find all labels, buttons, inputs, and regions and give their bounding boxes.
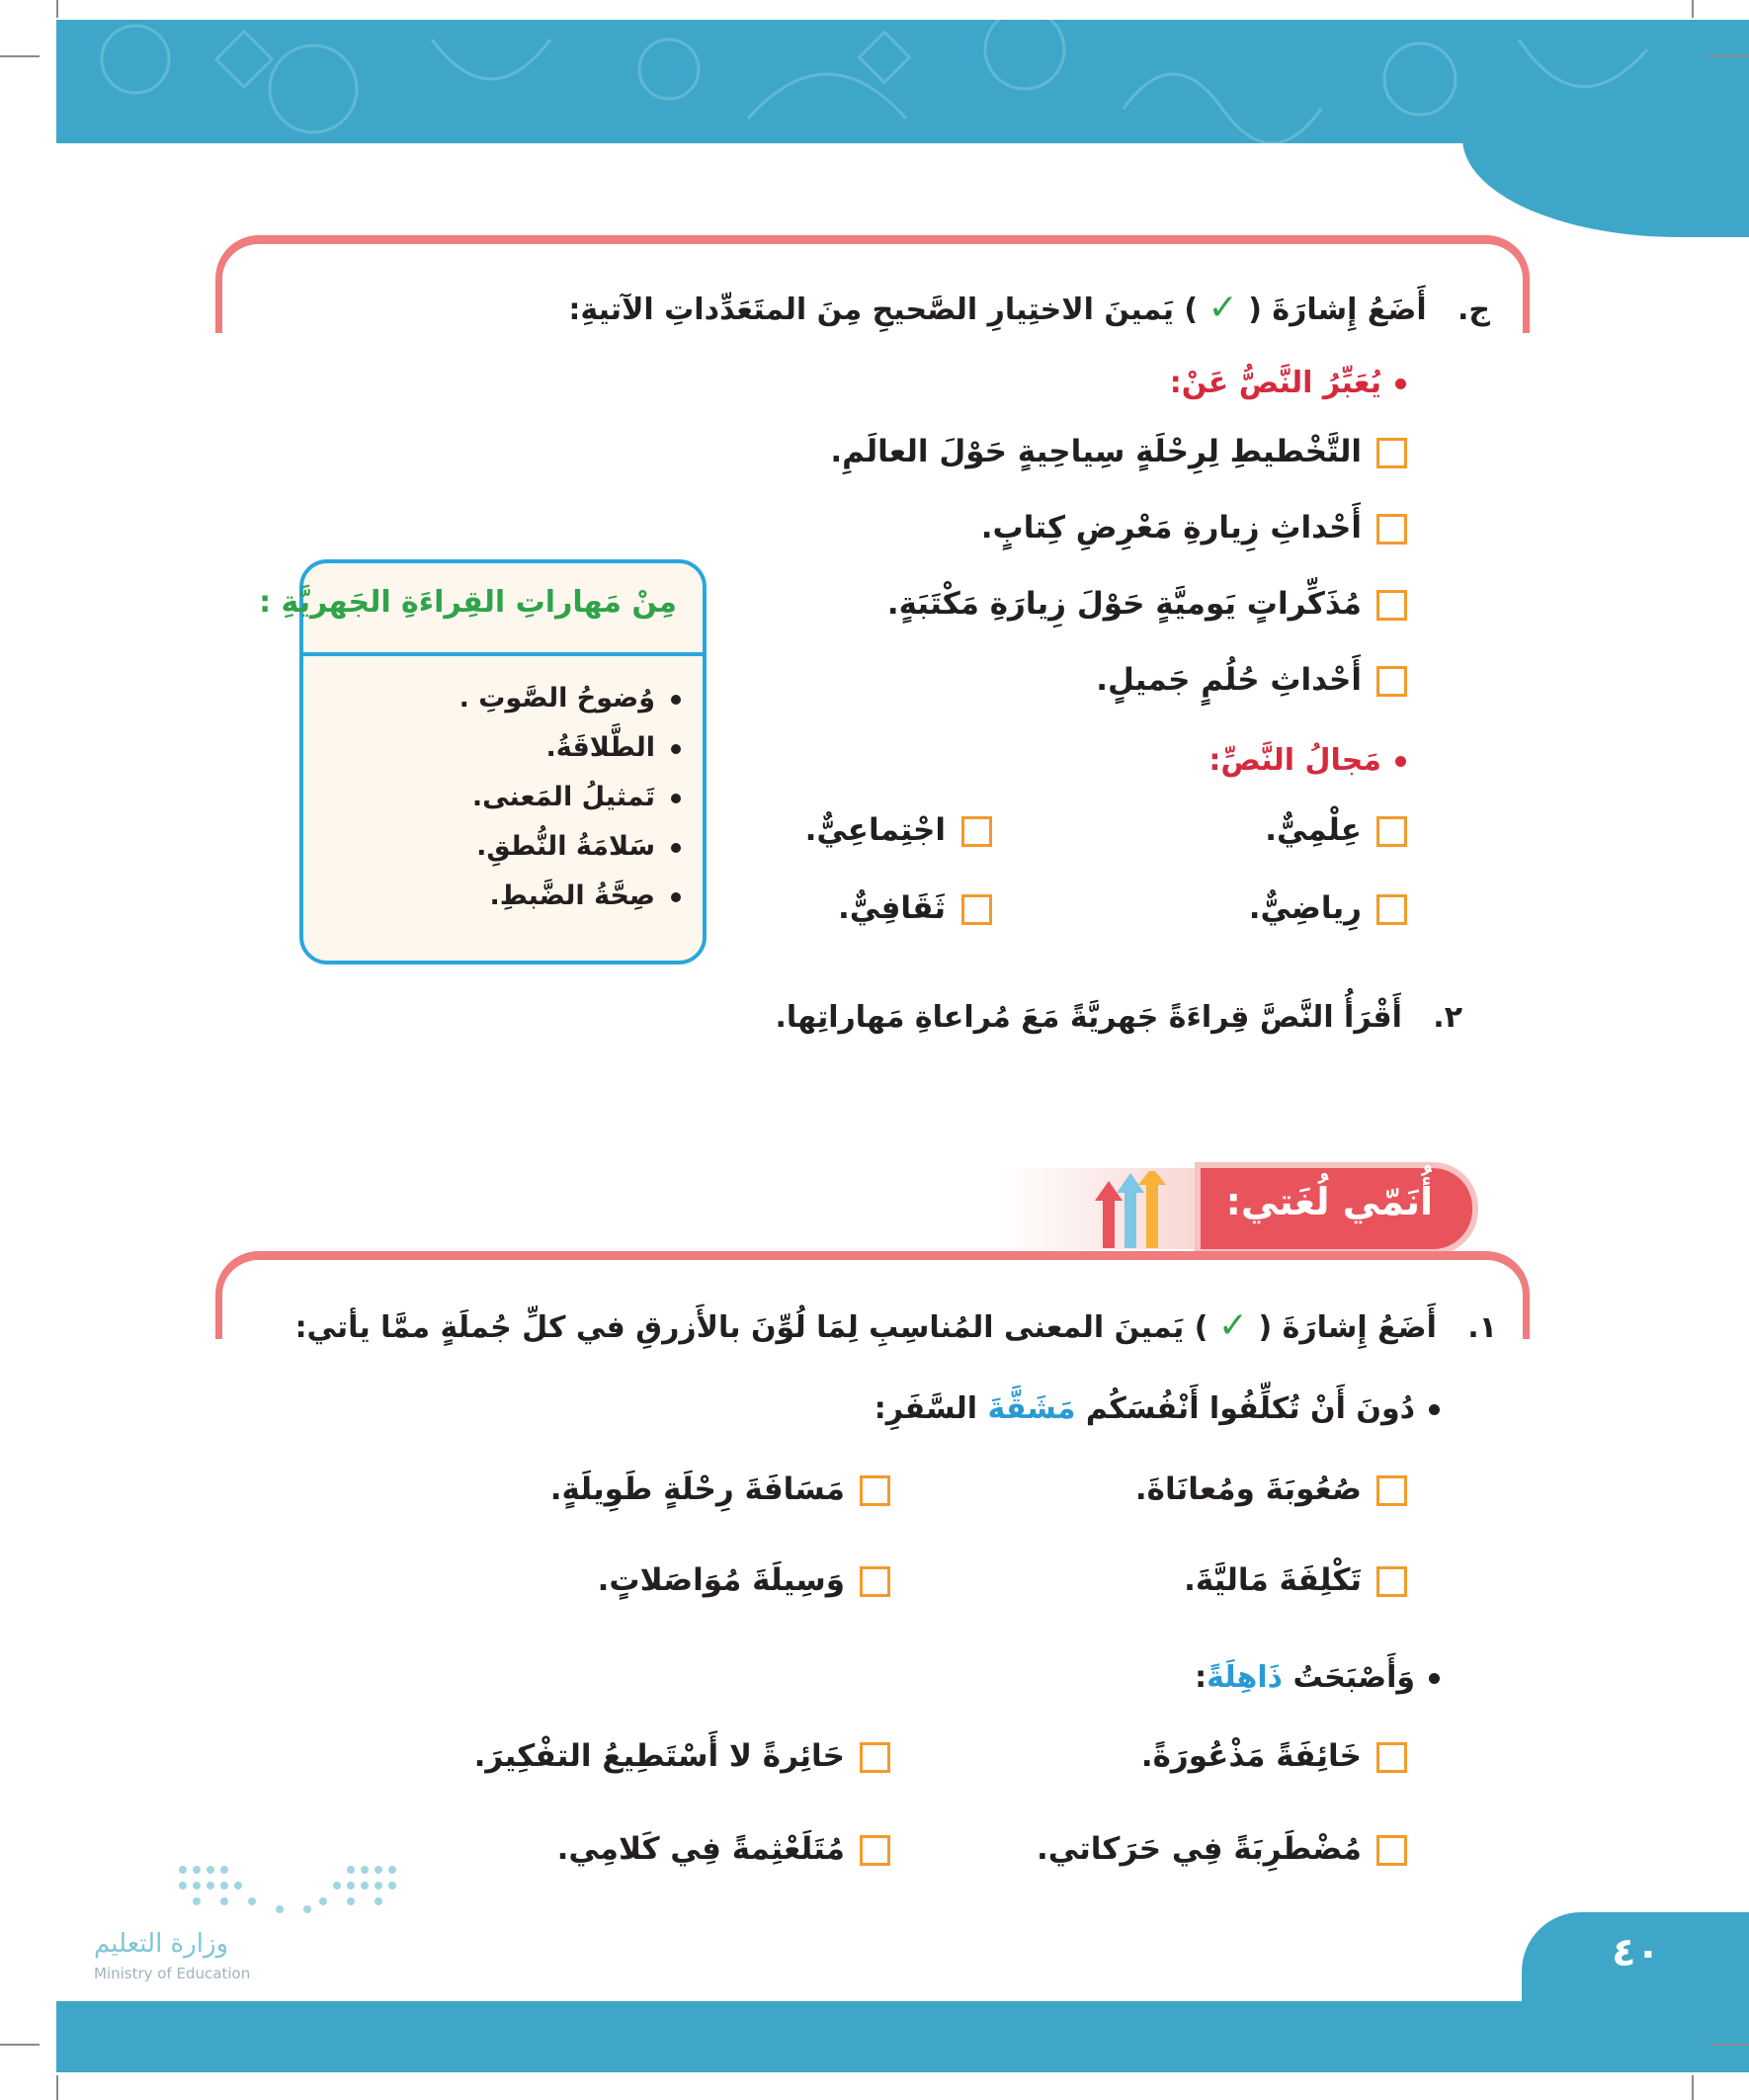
bullet-icon <box>671 892 681 902</box>
section-header-title: أُنَمّي لُغَتي: <box>1225 1180 1433 1223</box>
option-label: اجْتِماعِيٌّ. <box>804 812 946 848</box>
check-mark-icon: ✓ <box>1217 1305 1249 1346</box>
task-2: ٢. أَقْرَأُ النَّصَّ قِراءَةً جَهريَّةً مَعَ مُراعاةِ مَهاراتِها. <box>775 1000 1462 1035</box>
bullet-icon <box>671 843 681 853</box>
sentence-a: دُونَ أَنْ تُكلِّفُوا أَنْفُسَكُم مَشَقَّةَ السَّفَرِ: <box>874 1387 1440 1431</box>
ministry-logo <box>94 1858 292 1982</box>
crop-mark <box>1692 2075 1694 2100</box>
checkbox[interactable] <box>1376 1742 1407 1773</box>
checkbox[interactable] <box>1376 816 1407 847</box>
checkbox[interactable] <box>1376 1835 1407 1866</box>
list-item: تَمثيلُ المَعنى. <box>459 773 681 822</box>
checkbox[interactable] <box>1376 590 1407 621</box>
bullet-icon <box>1429 1673 1440 1684</box>
checkbox[interactable] <box>860 1566 890 1597</box>
checkbox[interactable] <box>961 894 992 925</box>
option-label: أَحْداثِ زِيارةِ مَعْرِضِ كِتابٍ. <box>980 510 1362 546</box>
question-2-label: مَجالُ النَّصِّ: <box>1208 739 1406 783</box>
option-label: ثَقَافِيٌّ. <box>837 890 946 926</box>
option-label: مُتَلَعْثِمةً فِي كَلامِي. <box>556 1831 845 1867</box>
check-mark-icon: ✓ <box>1208 288 1238 328</box>
option-label: صُعُوبَةَ ومُعانَاةَ. <box>1134 1471 1362 1507</box>
sentence-b: وَأَصْبَحَتُ ذَاهِلَةً: <box>1195 1656 1440 1700</box>
option-label: التَّخْطيطِ لِرِحْلَةٍ سِياحِيةٍ حَوْلَ العالَمِ. <box>830 434 1362 469</box>
growth-arrows-icon <box>1095 1171 1174 1250</box>
crop-mark <box>1709 55 1749 57</box>
highlighted-word: مَشَقَّةَ <box>987 1391 1076 1426</box>
checkbox[interactable] <box>860 1475 890 1506</box>
list-item: الطَّلاقَةُ. <box>459 723 681 773</box>
skills-list <box>459 674 681 921</box>
option-label: رِياضِيٌّ. <box>1248 890 1362 926</box>
option-label: عِلْمِيٌّ. <box>1265 812 1362 848</box>
crop-mark <box>56 0 58 18</box>
question-1-label: يُعَبِّرُ النَّصُّ عَنْ: <box>1170 362 1406 405</box>
option-label: وَسِيلَةَ مُوَاصَلاتٍ. <box>597 1562 845 1598</box>
bullet-icon <box>671 744 681 754</box>
checkbox[interactable] <box>860 1742 890 1773</box>
list-item: وُضوحُ الصَّوتِ . <box>459 674 681 723</box>
decorative-pattern-icon <box>56 20 1749 143</box>
page-number: ٤٠ <box>1612 1930 1660 1975</box>
crop-mark <box>0 55 40 57</box>
bottom-banner <box>56 2001 1749 2072</box>
bullet-icon <box>1429 1404 1440 1415</box>
checkbox[interactable] <box>1376 514 1407 545</box>
top-banner-curve <box>1462 138 1749 237</box>
crop-mark <box>1692 0 1694 18</box>
checkbox[interactable] <box>961 816 992 847</box>
checkbox[interactable] <box>1376 1566 1407 1597</box>
highlighted-word: ذَاهِلَةً <box>1207 1660 1283 1695</box>
bullet-icon <box>671 695 681 705</box>
page-number-tab <box>1522 1912 1749 2011</box>
checkbox[interactable] <box>860 1835 890 1866</box>
ministry-dots-icon <box>173 1858 430 1927</box>
skills-title: مِنْ مَهاراتِ القِراءَةِ الجَهريَّةِ : <box>259 585 677 620</box>
option-label: مُضْطَرِبَةً فِي حَرَكاتي. <box>1037 1831 1362 1867</box>
option-label: مَسَافَةَ رِحْلَةٍ طَوِيلَةٍ. <box>549 1471 845 1507</box>
option-label: تَكْلِفَةَ مَاليَّةَ. <box>1184 1562 1362 1598</box>
instruction-c: ج. أَضَعُ إِشارَةَ ( ✓ ) يَمينَ الاختِيارِ الصَّحيحِ مِنَ المتَعَدِّداتِ الآتيةِ: <box>568 288 1490 328</box>
crop-mark <box>0 2044 40 2046</box>
exercise-1-instruction: ١. أَضَعُ إِشارَةَ ( ✓ ) يَمينَ المعنى المُناسِبِ لِمَا لُوِّنَ بالأَزرقِ في كلِّ جُملَةٍ ممَّا يأتي: <box>294 1305 1497 1346</box>
checkbox[interactable] <box>1376 438 1407 468</box>
option-label: أَحْداثِ حُلُمٍ جَميلٍ. <box>1096 662 1362 698</box>
bullet-icon <box>671 794 681 803</box>
checkbox[interactable] <box>1376 666 1407 697</box>
checkbox[interactable] <box>1376 1475 1407 1506</box>
crop-mark <box>56 2075 58 2100</box>
bullet-icon <box>1395 756 1406 767</box>
list-item: سَلامَةُ النُّطقِ. <box>459 822 681 872</box>
option-label: خَائِفَةً مَذْعُورَةً. <box>1140 1738 1362 1774</box>
list-item: صِحَّةُ الضَّبطِ. <box>459 872 681 921</box>
option-label: حَائِرةً لا أَسْتَطِيعُ التفْكِيرَ. <box>473 1738 845 1774</box>
crop-mark <box>1709 2044 1749 2046</box>
ministry-name-en: Ministry of Education <box>94 1965 251 1982</box>
reading-skills-box <box>259 559 707 965</box>
option-label: مُذَكِّراتٍ يَوميَّةٍ حَوْلَ زِيارَةِ مَكْتَبَةٍ. <box>886 586 1362 622</box>
section-header-ribbon <box>1201 1168 1472 1249</box>
checkbox[interactable] <box>1376 894 1407 925</box>
ministry-name-ar: وزارة التعليم <box>94 1929 229 1959</box>
divider <box>303 652 703 656</box>
top-banner <box>56 20 1749 143</box>
bullet-icon <box>1395 378 1406 389</box>
